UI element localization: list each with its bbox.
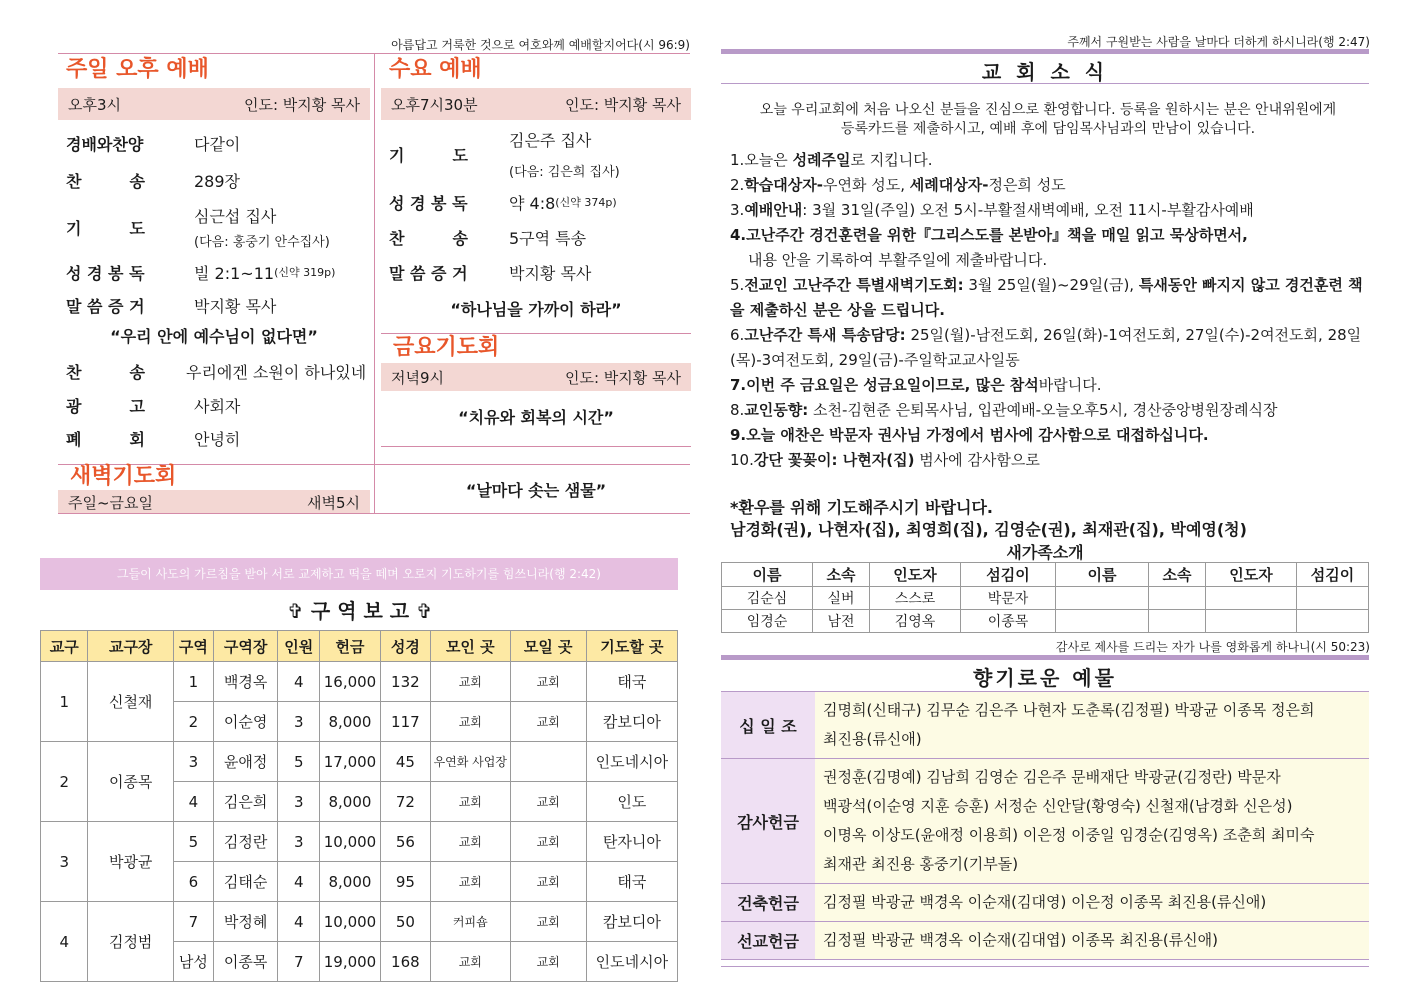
offering-row: 건축헌금 김정필 박광균 백경옥 이순재(김대영) 이은정 이종목 최진용(류신애)	[721, 884, 1369, 922]
service-row: 성 경 봉 독 약 4:8 (신약 374p)	[389, 193, 617, 213]
table-header-row: 교구 교구장 구역 구역장 인원 헌금 성경 모인 곳 모일 곳 기도할 곳	[41, 631, 678, 662]
news-item: 2.학습대상자-우연화 성도, 세례대상자-정은희 성도	[730, 176, 1066, 194]
right-top-verse: 주께서 구원받는 사람을 날마다 더하게 하시니라(행 2:47)	[1067, 35, 1370, 49]
cross-icon: ✞	[287, 599, 304, 623]
divider	[721, 655, 1369, 660]
news-item: 5.전교인 고난주간 특별새벽기도회: 3월 25일(월)~29일(금), 특새동안 빠지지 않고 경건훈련 책을 제출하신 분은 상을 드립니다.	[730, 276, 1363, 319]
service-row: 폐 회 안녕히	[66, 429, 241, 449]
friday-title: 금요기도회	[393, 335, 500, 360]
table-row: 3 박광균 5 김정란 3 10,000 56 교회 교회 탄자니아	[41, 822, 678, 862]
dawn-title: 새벽기도회	[70, 464, 177, 489]
sunday-sermon-title: “우리 안에 예수님이 없다면”	[110, 327, 318, 346]
table-header-row: 이름 소속 인도자 섬김이 이름 소속 인도자 섬김이	[722, 563, 1369, 587]
friday-band	[381, 363, 691, 391]
service-row: 광 고 사회자	[66, 396, 241, 416]
offering-table	[721, 691, 1369, 960]
service-row: 말 씀 증 거 박지황 목사	[66, 296, 277, 316]
service-row: 성 경 봉 독 빌 2:1~11 (신약 319p)	[66, 263, 336, 283]
service-row: 경배와찬양 다같이	[66, 134, 241, 154]
cross-icon: ✞	[416, 599, 433, 623]
service-row: 찬 송 5구역 특송	[389, 228, 587, 248]
service-row: 기 도 심근섭 집사 (다음: 홍중기 안수집사)	[66, 207, 330, 250]
new-family-table	[721, 562, 1369, 633]
verse-band: 그들이 사도의 가르침을 받아 서로 교제하고 떡을 떼며 오로지 기도하기를 힘쓰니라(행 2:42)	[40, 558, 678, 590]
divider	[58, 513, 690, 514]
table-row: 6 김태순 4 8,000 95 교회 교회 태국	[41, 862, 678, 902]
dawn-time: 새벽5시	[306, 493, 360, 512]
news-item: 4.고난주간 경건훈련을 위한『그리스도를 본받아』책을 매일 읽고 묵상하면서, 내용 안을 기록하여 부활주일에 제출바랍니다.	[730, 226, 1248, 269]
dawn-theme: “날마다 솟는 샘물”	[465, 481, 607, 500]
district-table	[40, 630, 678, 982]
dawn-band	[58, 490, 370, 514]
service-row: 기 도 김은주 집사 (다음: 김은희 집사)	[389, 131, 620, 180]
offering-row: 선교헌금 김정필 박광균 백경옥 이순재(김대엽) 이종목 최진용(류신애)	[721, 922, 1369, 960]
offering-verse: 감사로 제사를 드리는 자가 나를 영화롭게 하나니(시 50:23)	[1055, 640, 1370, 654]
column-divider	[374, 54, 375, 514]
new-family-title: 새가족소개	[1006, 543, 1084, 562]
table-row: 2 이순영 3 8,000 117 교회 교회 캄보디아	[41, 702, 678, 742]
news-title: 교 회 소 식	[981, 60, 1109, 84]
left-top-verse: 아름답고 거룩한 것으로 여호와께 예배할지어다(시 96:9)	[391, 38, 690, 52]
sunday-time: 오후3시	[68, 95, 122, 114]
news-item: 7.이번 주 금요일은 성금요일이므로, 많은 참석바랍니다.	[730, 376, 1102, 394]
wednesday-time: 오후7시30분	[391, 95, 478, 114]
service-row: 찬 송 289장	[66, 171, 240, 191]
news-item: 8.교인동향: 소천-김현준 은퇴목사님, 입관예배-오늘오후5시, 경산중앙병원장례식장	[730, 401, 1278, 419]
dawn-days: 주일~금요일	[68, 493, 154, 512]
wednesday-band	[381, 88, 691, 120]
divider	[721, 966, 1369, 967]
offering-row: 감사헌금 권정훈(김명예) 김남희 김영순 김은주 문배재단 박광균(김정란) 박문자 백광석(이순영 지훈 승훈) 서정순 신안달(황영숙) 신철재(남경화 신은성) 이명옥 이상도(윤애정 이용희) 이은정 이중일 임경순(김영옥) 조춘희 최미숙 최재관 최진용 홍중기(기부돌)	[721, 759, 1369, 884]
sunday-service	[58, 54, 370, 454]
divider	[381, 446, 691, 447]
welcome-text: 오늘 우리교회에 처음 나오신 분들을 진심으로 환영합니다. 등록을 원하시는 분은 안내위원에게 등록카드를 제출하시고, 예배 후에 담임목사님과의 만남이 있습니다.	[759, 102, 1337, 137]
friday-service	[381, 333, 691, 445]
prayer-request: *환우를 위해 기도해주시기 바랍니다. 남경화(권), 나현자(집), 최영희(집), 김영순(권), 최재관(집), 박예영(청)	[730, 497, 1370, 541]
sunday-leader: 인도: 박지황 목사	[243, 95, 360, 114]
table-row: 4 김정범 7 박정혜 4 10,000 50 커피숍 교회 캄보디아	[41, 902, 678, 942]
offering-title: 향기로운 예물	[973, 666, 1117, 690]
news-item: 9.오늘 애찬은 박문자 권사님 가정에서 범사에 감사함으로 대접하십니다.	[730, 426, 1209, 444]
service-row: 말 씀 증 거 박지황 목사	[389, 263, 592, 283]
wednesday-sermon-title: “하나님을 가까이 하라”	[450, 300, 622, 319]
sunday-band	[58, 88, 370, 120]
dawn-prayer	[58, 464, 370, 514]
table-row: 4 김은희 3 8,000 72 교회 교회 인도	[41, 782, 678, 822]
wednesday-leader: 인도: 박지황 목사	[564, 95, 681, 114]
friday-time: 저녁9시	[391, 368, 445, 387]
wednesday-service	[381, 54, 691, 330]
news-item: 10.강단 꽃꽂이: 나현자(집) 범사에 감사함으로	[730, 451, 1040, 469]
news-item: 1.오늘은 성례주일로 지킵니다.	[730, 151, 933, 169]
table-row: 남성 이종목 7 19,000 168 교회 교회 인도네시아	[41, 942, 678, 982]
divider	[721, 49, 1369, 54]
wednesday-title: 수요 예배	[389, 57, 482, 82]
district-title: ✞ 구 역 보 고 ✞	[287, 599, 433, 623]
table-row: 김순심 실버 스스로 박문자	[722, 587, 1369, 610]
table-row: 2 이종목 3 윤애정 5 17,000 45 우연화 사업장 인도네시아	[41, 742, 678, 782]
friday-leader: 인도: 박지황 목사	[564, 368, 681, 387]
table-row: 임경순 남전 김영옥 이종목	[722, 610, 1369, 633]
divider	[721, 83, 1369, 84]
news-item: 3.예배안내: 3월 31일(주일) 오전 5시-부활절새벽예배, 오전 11시-부활감사예배	[730, 201, 1254, 219]
news-item: 6.고난주간 특새 특송담당: 25일(월)-남전도회, 26일(화)-1여전도회, 27일(수)-2여전도회, 28일(목)-3여전도회, 29일(금)-주일학교교사일동	[730, 326, 1362, 369]
service-row: 찬 송 우리에겐 소원이 하나있네	[66, 362, 367, 382]
patient-list: 남경화(권), 나현자(집), 최영희(집), 김영순(권), 최재관(집), 박예영(청)	[730, 520, 1247, 539]
friday-theme: “치유와 회복의 시간”	[458, 408, 614, 427]
news-list	[730, 148, 1370, 473]
table-row: 1 신철재 1 백경옥 4 16,000 132 교회 교회 태국	[41, 662, 678, 702]
sunday-title: 주일 오후 예배	[66, 57, 209, 82]
offering-row: 십 일 조 김명희(신태구) 김무순 김은주 나현자 도춘록(김정필) 박광균 이종목 정은희 최진용(류신애)	[721, 692, 1369, 759]
